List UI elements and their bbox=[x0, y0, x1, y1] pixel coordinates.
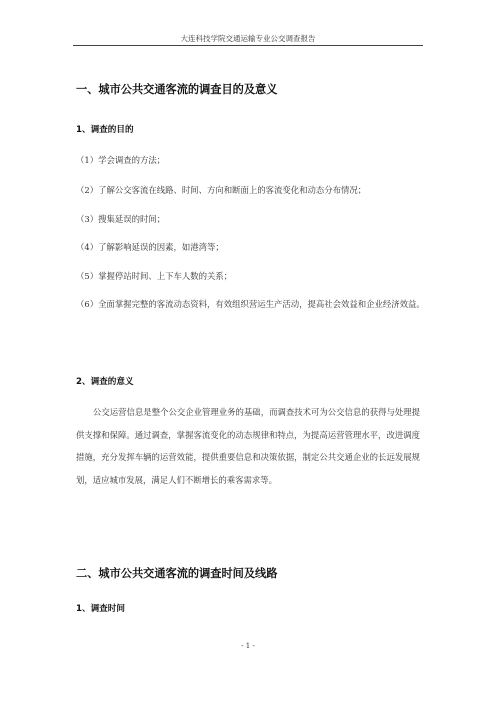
page-header: 大连科技学院交通运输专业公交调查报告 bbox=[180, 34, 316, 43]
list-item-3: （3）搜集延误的时间； bbox=[76, 214, 166, 224]
section-2-heading: 二、城市公共交通客流的调查时间及线路 bbox=[76, 567, 278, 580]
list-item-6: （6）全面掌握完整的客流动态资料，有效组织营运生产活动，提高社会效益和企业经济效益。 bbox=[76, 299, 425, 309]
section-1-heading: 一、城市公共交通客流的调查目的及意义 bbox=[76, 83, 278, 96]
body-paragraph: 公交运营信息是整个公交企业管理业务的基础，而调查技术可为公交信息的获得与处理提供支撑和保障。通过调查，掌握客流变化的动态规律和特点，为提高运营管理水平，改进调度措施，充分发挥车辆的运营效能，提供重要信息和决策依据，制定公共交通企业的长远发展规划，适应城市发展，满足人们不断增长的乘客需求等。 bbox=[76, 407, 420, 485]
page-number: - 1 - bbox=[241, 642, 255, 650]
list-item-5: （5）掌握停站时间、上下车人数的关系； bbox=[76, 271, 233, 281]
subsection-2-1-heading: 1、调查时间 bbox=[76, 604, 125, 614]
header-divider bbox=[73, 45, 423, 46]
subsection-1-1-heading: 1、调查的目的 bbox=[76, 125, 134, 135]
subsection-1-2-heading: 2、调查的意义 bbox=[76, 377, 134, 387]
list-item-4: （4）了解影响延误的因素，如港湾等； bbox=[76, 242, 224, 252]
list-item-1: （1）学会调查的方法； bbox=[76, 155, 166, 165]
list-item-2: （2）了解公交客流在线路、时间、方向和断面上的客流变化和动态分布情况； bbox=[76, 185, 367, 195]
